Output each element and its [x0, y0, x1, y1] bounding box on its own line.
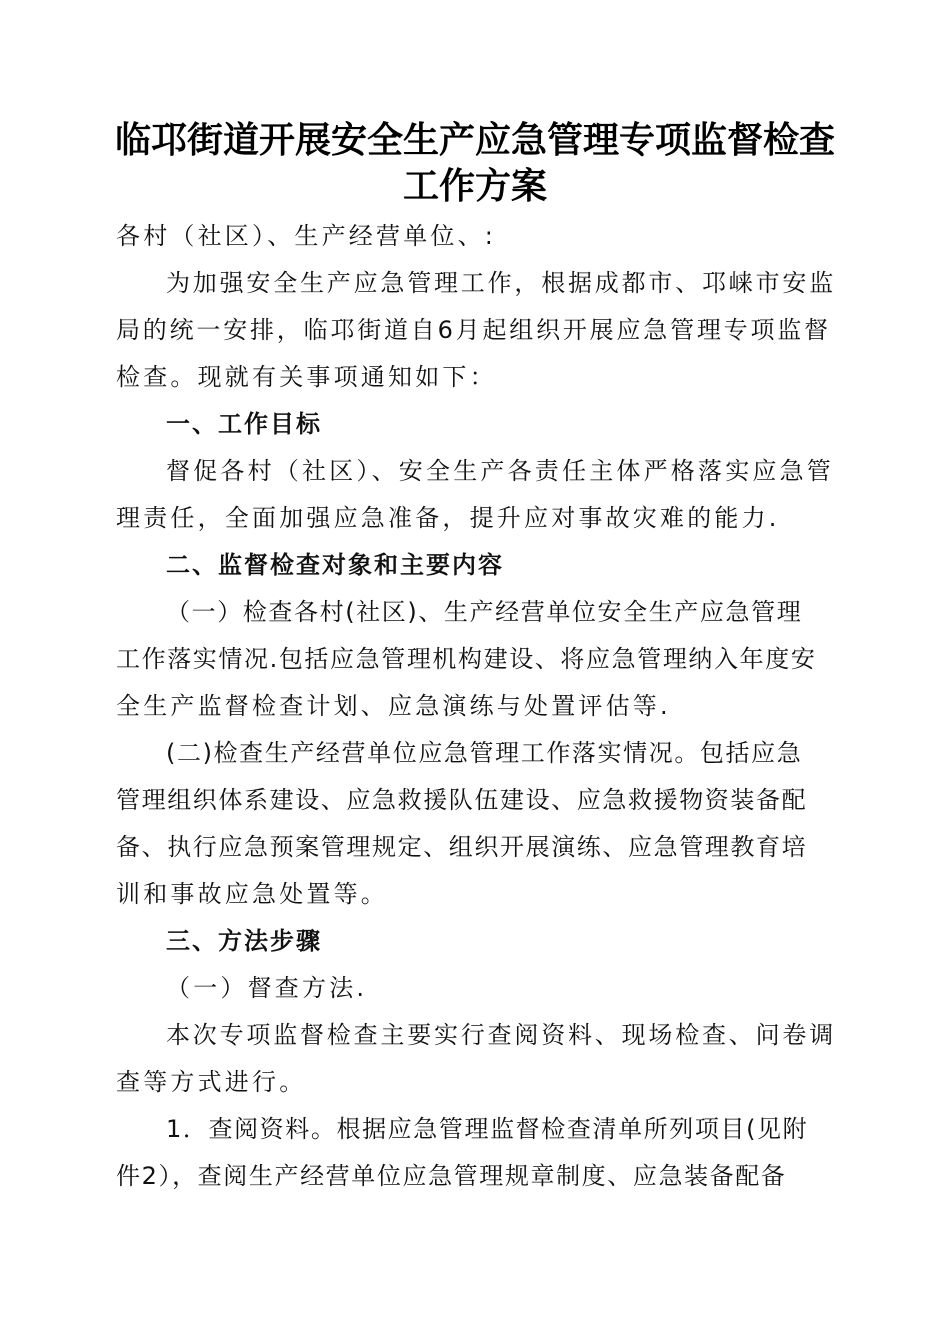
paragraph-scope-2-line-3: 备、执行应急预案管理规定、组织开展演练、应急管理教育培 — [116, 833, 808, 861]
section-heading-methods: 三、方法步骤 — [166, 927, 322, 955]
paragraph-intro-line-3: 检查。现就有关事项通知如下： — [116, 363, 497, 391]
paragraph-goals-line-1: 督促各村（社区）、安全生产各责任主体严格落实应急管 — [166, 457, 834, 485]
section-heading-goals: 一、工作目标 — [166, 410, 322, 438]
paragraph-intro-line-1: 为加强安全生产应急管理工作，根据成都市、邛崃市安监 — [166, 269, 836, 297]
paragraph-review-line-1: 1．查阅资料。根据应急管理监督检查清单所列项目(见附 — [166, 1115, 809, 1143]
paragraph-scope-2-line-2: 管理组织体系建设、应急救援队伍建设、应急救援物资装备配 — [116, 786, 808, 814]
paragraph-goals-line-2: 理责任，全面加强应急准备，提升应对事故灾难的能力. — [116, 504, 780, 532]
document-title-line-2: 工作方案 — [402, 165, 547, 207]
salutation: 各村（社区）、生产经营单位、: — [116, 222, 497, 250]
paragraph-scope-2-line-1: (二)检查生产经营单位应急管理工作落实情况。包括应急 — [166, 739, 803, 767]
subheading-inspection-methods: （一）督查方法. — [166, 974, 368, 1002]
paragraph-methods-line-2: 查等方式进行。 — [116, 1068, 307, 1096]
document-title-line-1: 临邛街道开展安全生产应急管理专项监督检查 — [114, 119, 835, 161]
section-heading-scope: 二、监督检查对象和主要内容 — [166, 551, 504, 579]
paragraph-scope-2-line-4: 训和事故应急处置等。 — [116, 880, 388, 908]
paragraph-scope-1-line-1: （一）检查各村(社区)、生产经营单位安全生产应急管理 — [166, 598, 803, 626]
paragraph-scope-1-line-3: 全生产监督检查计划、应急演练与处置评估等. — [116, 692, 671, 720]
paragraph-intro-line-2: 局的统一安排，临邛街道自6月起组织开展应急管理专项监督 — [116, 316, 831, 344]
paragraph-scope-1-line-2: 工作落实情况.包括应急管理机构建设、将应急管理纳入年度安 — [116, 645, 817, 673]
paragraph-methods-line-1: 本次专项监督检查主要实行查阅资料、现场检查、问卷调 — [166, 1021, 836, 1049]
paragraph-review-line-2: 件2），查阅生产经营单位应急管理规章制度、应急装备配备 — [116, 1162, 787, 1190]
